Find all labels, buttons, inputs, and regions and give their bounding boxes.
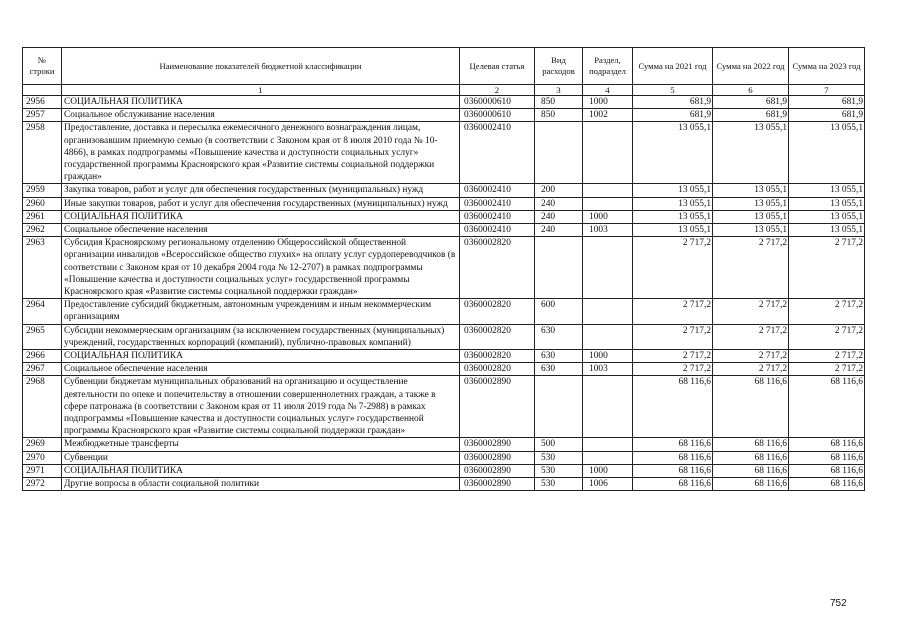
- row-number: 2966: [23, 350, 62, 363]
- row-sum-2022: 13 055,1: [713, 197, 789, 210]
- row-sum-2021: 2 717,2: [633, 363, 713, 376]
- row-target-article: 0360002820: [460, 299, 535, 324]
- table-row: [23, 438, 865, 451]
- index-cell: 4: [583, 85, 633, 96]
- header-target-article: Целевая статья: [460, 48, 535, 85]
- header-sum-2021: Сумма на 2021 год: [633, 48, 713, 85]
- row-sum-2021: 13 055,1: [633, 224, 713, 237]
- row-section: [583, 299, 633, 324]
- row-sum-2022: 68 116,6: [713, 478, 789, 491]
- row-name: Социальное обеспечение населения: [62, 363, 460, 376]
- row-section: 1003: [583, 224, 633, 237]
- table-row: [23, 210, 865, 223]
- row-section: [583, 324, 633, 349]
- row-sum-2022: 2 717,2: [713, 299, 789, 324]
- row-name: Закупка товаров, работ и услуг для обеспечения государственных (муниципальных) нужд: [62, 184, 460, 197]
- row-sum-2023: 13 055,1: [789, 122, 865, 184]
- row-target-article: 0360002890: [460, 451, 535, 464]
- row-target-article: 0360002410: [460, 122, 535, 184]
- row-sum-2022: 13 055,1: [713, 184, 789, 197]
- row-sum-2023: 68 116,6: [789, 376, 865, 438]
- index-cell: 5: [633, 85, 713, 96]
- row-expense-type: 530: [535, 464, 583, 477]
- row-section: [583, 197, 633, 210]
- row-sum-2023: 13 055,1: [789, 210, 865, 223]
- row-sum-2021: 13 055,1: [633, 122, 713, 184]
- table-row: [23, 197, 865, 210]
- row-name: СОЦИАЛЬНАЯ ПОЛИТИКА: [62, 464, 460, 477]
- row-sum-2023: 13 055,1: [789, 224, 865, 237]
- row-sum-2022: 68 116,6: [713, 376, 789, 438]
- row-name: Предоставление субсидий бюджетным, автономным учреждениям и иным некоммерческим организациям: [62, 299, 460, 324]
- row-sum-2023: 13 055,1: [789, 197, 865, 210]
- row-sum-2022: 13 055,1: [713, 122, 789, 184]
- row-sum-2023: 681,9: [789, 96, 865, 109]
- row-target-article: 0360002890: [460, 464, 535, 477]
- header-sum-2022: Сумма на 2022 год: [713, 48, 789, 85]
- row-number: 2964: [23, 299, 62, 324]
- row-sum-2022: 681,9: [713, 109, 789, 122]
- row-sum-2023: 68 116,6: [789, 478, 865, 491]
- table-row: [23, 451, 865, 464]
- row-section: [583, 237, 633, 299]
- row-name: Субвенции бюджетам муниципальных образований на организацию и осуществление деятельности по опеке и попечительству в отношении совершеннолетних граждан, а также в сфере патронажа (в соответствии с Законом края от 11 июля 2019 года № 7-2988) в рамках подпрограммы «Повышение качества и доступности социальных услуг» государственной программы Красноярского края «Развитие системы социальной поддержки граждан»: [62, 376, 460, 438]
- header-section: Раздел, подраздел: [583, 48, 633, 85]
- header-name: Наименование показателей бюджетной классификации: [62, 48, 460, 85]
- row-sum-2023: 68 116,6: [789, 438, 865, 451]
- budget-table-container: [22, 47, 865, 491]
- row-sum-2021: 2 717,2: [633, 324, 713, 349]
- row-expense-type: 630: [535, 363, 583, 376]
- row-name: СОЦИАЛЬНАЯ ПОЛИТИКА: [62, 210, 460, 223]
- row-sum-2021: 13 055,1: [633, 184, 713, 197]
- row-section: [583, 438, 633, 451]
- row-sum-2021: 681,9: [633, 109, 713, 122]
- index-cell: 3: [535, 85, 583, 96]
- row-expense-type: 240: [535, 210, 583, 223]
- row-expense-type: 200: [535, 184, 583, 197]
- row-sum-2021: 68 116,6: [633, 451, 713, 464]
- table-row: [23, 237, 865, 299]
- row-section: [583, 451, 633, 464]
- row-name: Субсидия Красноярскому региональному отделению Общероссийской общественной организации инвалидов «Всероссийское общество глухих» на оплату услуг сурдопереводчиков (в соответствии с Законом края от 10 декабря 2004 года № 12-2707) в рамках подпрограммы «Повышение качества и доступности социальных услуг» государственной программы Красноярского края «Развитие системы социальной поддержки граждан»: [62, 237, 460, 299]
- row-section: 1006: [583, 478, 633, 491]
- row-section: 1003: [583, 363, 633, 376]
- row-number: 2970: [23, 451, 62, 464]
- row-sum-2022: 2 717,2: [713, 363, 789, 376]
- header-sum-2023: Сумма на 2023 год: [789, 48, 865, 85]
- header-row: [23, 48, 865, 85]
- row-section: [583, 184, 633, 197]
- row-expense-type: [535, 237, 583, 299]
- table-row: [23, 324, 865, 349]
- row-name: Другие вопросы в области социальной политики: [62, 478, 460, 491]
- row-target-article: 0360002410: [460, 184, 535, 197]
- row-sum-2023: 2 717,2: [789, 237, 865, 299]
- row-sum-2021: 13 055,1: [633, 197, 713, 210]
- row-sum-2023: 2 717,2: [789, 350, 865, 363]
- table-row: [23, 376, 865, 438]
- table-row: [23, 224, 865, 237]
- row-section: [583, 122, 633, 184]
- header-num: № строки: [23, 48, 62, 85]
- row-target-article: 0360002890: [460, 478, 535, 491]
- row-number: 2968: [23, 376, 62, 438]
- index-cell: 1: [62, 85, 460, 96]
- row-expense-type: 630: [535, 324, 583, 349]
- table-row: [23, 109, 865, 122]
- row-section: 1000: [583, 350, 633, 363]
- row-section: 1000: [583, 210, 633, 223]
- row-name: Иные закупки товаров, работ и услуг для обеспечения государственных (муниципальных) нужд: [62, 197, 460, 210]
- row-section: [583, 376, 633, 438]
- page-number: 752: [830, 598, 847, 609]
- index-cell: 2: [460, 85, 535, 96]
- row-sum-2023: 2 717,2: [789, 324, 865, 349]
- row-target-article: 0360002820: [460, 363, 535, 376]
- row-sum-2021: 681,9: [633, 96, 713, 109]
- index-cell: 7: [789, 85, 865, 96]
- row-sum-2022: 68 116,6: [713, 451, 789, 464]
- row-sum-2022: 13 055,1: [713, 210, 789, 223]
- row-number: 2959: [23, 184, 62, 197]
- row-sum-2023: 681,9: [789, 109, 865, 122]
- row-number: 2967: [23, 363, 62, 376]
- row-name: Предоставление, доставка и пересылка ежемесячного денежного вознаграждения лицам, организовавшим приемную семью (в соответствии с Законом края от 8 июля 2010 года № 10-4866), в рамках подпрограммы «Повышение качества и доступности социальных услуг» государственной программы Красноярского края «Развитие системы социальной поддержки граждан»: [62, 122, 460, 184]
- row-sum-2022: 681,9: [713, 96, 789, 109]
- row-name: Субвенции: [62, 451, 460, 464]
- table-row: [23, 464, 865, 477]
- budget-table: [22, 47, 865, 491]
- row-sum-2021: 68 116,6: [633, 376, 713, 438]
- row-target-article: 0360002890: [460, 376, 535, 438]
- row-target-article: 0360002890: [460, 438, 535, 451]
- row-target-article: 0360002410: [460, 210, 535, 223]
- row-number: 2972: [23, 478, 62, 491]
- table-body: [23, 96, 865, 491]
- row-sum-2022: 2 717,2: [713, 350, 789, 363]
- row-expense-type: 600: [535, 299, 583, 324]
- row-target-article: 0360002410: [460, 224, 535, 237]
- row-number: 2962: [23, 224, 62, 237]
- row-sum-2023: 68 116,6: [789, 451, 865, 464]
- table-row: [23, 122, 865, 184]
- table-row: [23, 350, 865, 363]
- row-expense-type: [535, 376, 583, 438]
- row-name: СОЦИАЛЬНАЯ ПОЛИТИКА: [62, 96, 460, 109]
- row-expense-type: 630: [535, 350, 583, 363]
- row-number: 2969: [23, 438, 62, 451]
- row-name: Межбюджетные трансферты: [62, 438, 460, 451]
- row-target-article: 0360000610: [460, 109, 535, 122]
- row-number: 2965: [23, 324, 62, 349]
- row-sum-2023: 2 717,2: [789, 299, 865, 324]
- table-row: [23, 478, 865, 491]
- row-sum-2021: 68 116,6: [633, 438, 713, 451]
- column-index-row: [23, 85, 865, 96]
- row-section: 1000: [583, 96, 633, 109]
- row-number: 2956: [23, 96, 62, 109]
- row-target-article: 0360000610: [460, 96, 535, 109]
- row-target-article: 0360002820: [460, 237, 535, 299]
- header-expense-type: Вид расходов: [535, 48, 583, 85]
- table-row: [23, 299, 865, 324]
- row-target-article: 0360002820: [460, 324, 535, 349]
- row-expense-type: 530: [535, 478, 583, 491]
- row-number: 2971: [23, 464, 62, 477]
- row-sum-2023: 68 116,6: [789, 464, 865, 477]
- row-sum-2022: 2 717,2: [713, 237, 789, 299]
- row-number: 2963: [23, 237, 62, 299]
- row-sum-2021: 68 116,6: [633, 464, 713, 477]
- index-cell: [23, 85, 62, 96]
- row-expense-type: 850: [535, 96, 583, 109]
- row-number: 2961: [23, 210, 62, 223]
- row-expense-type: [535, 122, 583, 184]
- row-expense-type: 500: [535, 438, 583, 451]
- row-number: 2957: [23, 109, 62, 122]
- row-target-article: 0360002410: [460, 197, 535, 210]
- table-row: [23, 363, 865, 376]
- row-sum-2023: 2 717,2: [789, 363, 865, 376]
- row-section: 1000: [583, 464, 633, 477]
- row-name: Социальное обеспечение населения: [62, 224, 460, 237]
- row-number: 2958: [23, 122, 62, 184]
- row-sum-2021: 2 717,2: [633, 237, 713, 299]
- row-number: 2960: [23, 197, 62, 210]
- row-sum-2021: 2 717,2: [633, 350, 713, 363]
- row-expense-type: 530: [535, 451, 583, 464]
- row-name: Субсидии некоммерческим организациям (за исключением государственных (муниципальных) учреждений, государственных корпораций (компаний), публично-правовых компаний): [62, 324, 460, 349]
- table-row: [23, 96, 865, 109]
- row-expense-type: 240: [535, 197, 583, 210]
- row-section: 1002: [583, 109, 633, 122]
- row-sum-2021: 2 717,2: [633, 299, 713, 324]
- row-sum-2022: 2 717,2: [713, 324, 789, 349]
- row-name: Социальное обслуживание населения: [62, 109, 460, 122]
- row-sum-2023: 13 055,1: [789, 184, 865, 197]
- row-sum-2022: 13 055,1: [713, 224, 789, 237]
- row-sum-2022: 68 116,6: [713, 464, 789, 477]
- row-expense-type: 850: [535, 109, 583, 122]
- index-cell: 6: [713, 85, 789, 96]
- table-row: [23, 184, 865, 197]
- row-target-article: 0360002820: [460, 350, 535, 363]
- row-sum-2022: 68 116,6: [713, 438, 789, 451]
- row-sum-2021: 68 116,6: [633, 478, 713, 491]
- row-expense-type: 240: [535, 224, 583, 237]
- row-sum-2021: 13 055,1: [633, 210, 713, 223]
- row-name: СОЦИАЛЬНАЯ ПОЛИТИКА: [62, 350, 460, 363]
